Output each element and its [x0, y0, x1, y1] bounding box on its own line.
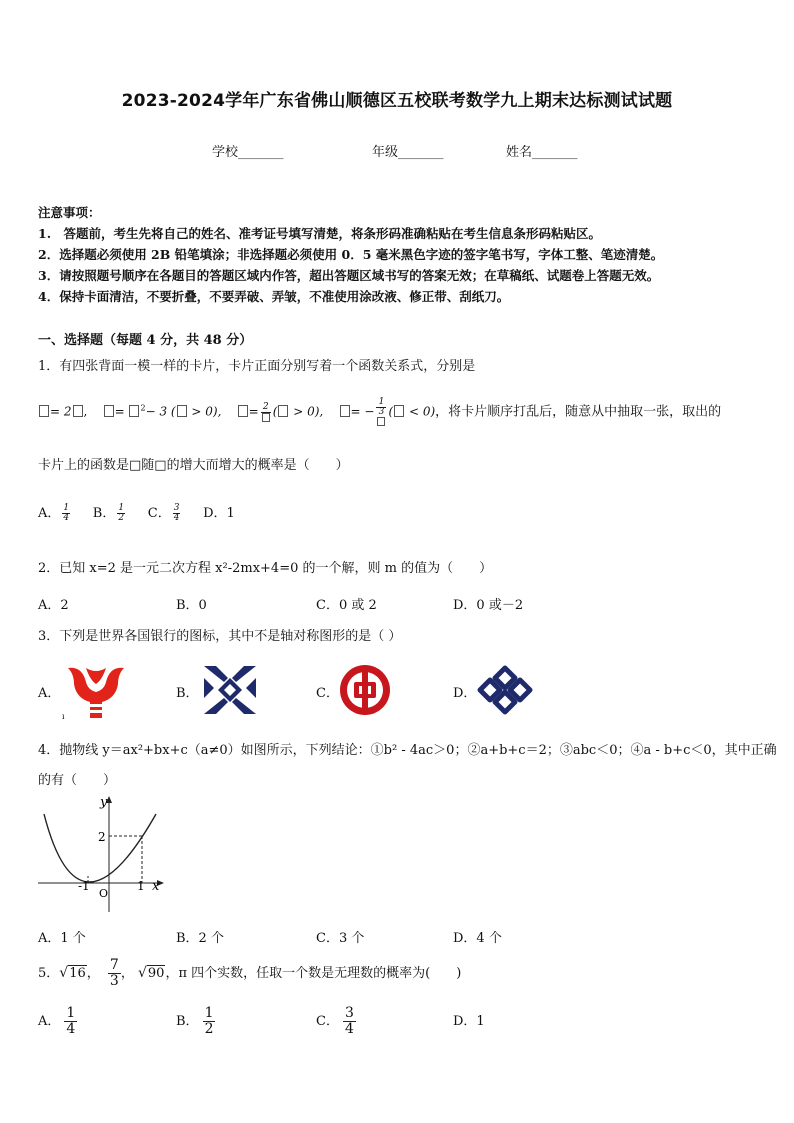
option-a[interactable]: A． $\frac{1}{4}$ [38, 503, 70, 523]
q1-functions: = 2 , = $^2$− 3 ( > 0), = 2 ( > 0), = − $\frac{1}{3}$ ( < 0)，将卡片顺序打乱后，随意从中抽取一张，取出的 [38, 398, 721, 426]
placeholder-glyph [177, 405, 187, 417]
option-a[interactable]: A． [38, 686, 61, 701]
option-b[interactable]: B．0 [176, 598, 207, 613]
tick-label: -1 [78, 879, 90, 893]
option-c[interactable]: C．3 个 [316, 931, 365, 946]
q4-stem: 4．抛物线 y＝ax²+bx+c（a≠0）如图所示，下列结论：①b² - 4ac＞0；②a+b+c＝2；③abc＜0；④a - b+c＜0，其中正确 [38, 743, 777, 758]
parabola-graph [36, 792, 166, 916]
fraction: $\frac{7}{3}$ [109, 957, 119, 989]
q1-options [38, 502, 235, 523]
tick-label: 1 [137, 879, 145, 893]
stray-mark: ı [62, 712, 65, 721]
bank-logo-a [64, 664, 128, 720]
option-c[interactable]: C． $\frac{3}{4}$ [147, 503, 180, 523]
q4-stem-line2: 的有（ ） [38, 773, 117, 788]
q2-stem: 2．已知 x=2 是一元二次方程 x²-2mx+4=0 的一个解，则 m 的值为（ ） [38, 561, 493, 576]
y-axis-label: y [100, 795, 108, 810]
option-a[interactable]: A．1 个 [38, 931, 86, 946]
option-b[interactable]: B． $\frac{1}{2}$ [92, 503, 125, 523]
option-c[interactable]: C．0 或 2 [316, 598, 377, 613]
q1-stem-line2: 卡片上的函数是□随□的增大而增大的概率是（ ） [38, 458, 349, 473]
origin-label: O [99, 887, 109, 900]
fraction: 2 [261, 403, 271, 422]
option-d[interactable]: D． [453, 686, 477, 701]
section-heading: 一、选择题（每题 4 分，共 48 分） [38, 333, 253, 348]
notice-item: 4．保持卡面清洁，不要折叠，不要弄破、弄皱，不准使用涂改液、修正带、刮纸刀。 [38, 289, 510, 304]
placeholder-glyph [278, 405, 288, 417]
option-d[interactable]: D．0 或－2 [453, 598, 524, 613]
bank-logo-d [474, 664, 536, 716]
x-axis-label: x [152, 879, 160, 894]
q1-stem: 1．有四张背面一模一样的卡片，卡片正面分别写着一个函数关系式，分别是 [38, 359, 476, 374]
notice-item: 1. 答题前，考生先将自己的姓名、准考证号填写清楚，将条形码准确粘贴在考生信息条形码粘贴区。 [38, 226, 602, 241]
q5-stem: 5．√16， $\frac{7}{3}$ ， √90，π 四个实数，任取一个数是无理数的概率为( ) [38, 957, 462, 989]
placeholder-glyph [394, 405, 404, 417]
placeholder-glyph [238, 405, 248, 417]
placeholder-glyph [340, 405, 350, 417]
tick-label: 2 [98, 830, 106, 844]
name-field[interactable]: 姓名_______ [506, 145, 578, 160]
option-d[interactable]: D．1 [453, 1014, 485, 1029]
placeholder-glyph [129, 405, 139, 417]
option-d[interactable]: D．1 [203, 506, 235, 521]
placeholder-glyph [104, 405, 114, 417]
bank-logo-c [338, 663, 392, 717]
placeholder-glyph [73, 405, 83, 417]
q3-stem: 3．下列是世界各国银行的图标，其中不是轴对称图形的是（ ） [38, 629, 402, 644]
option-a[interactable]: A． $\frac{1}{4}$ [38, 1005, 76, 1037]
option-a[interactable]: A．2 [38, 598, 69, 613]
bank-logo-b [202, 664, 258, 716]
notice-item: 3．请按照题号顺序在各题目的答题区域内作答，超出答题区域书写的答案无效；在草稿纸、试题卷上答题无效。 [38, 268, 660, 283]
option-b[interactable]: B． [176, 686, 199, 701]
school-field[interactable]: 学校_______ [212, 145, 284, 160]
fraction: $\frac{1}{3}$ [376, 398, 386, 426]
option-c[interactable]: C． $\frac{3}{4}$ [316, 1005, 354, 1037]
grade-field[interactable]: 年级_______ [372, 145, 444, 160]
option-c[interactable]: C． [316, 686, 339, 701]
placeholder-glyph [39, 405, 49, 417]
parabola-curve [44, 814, 156, 882]
option-b[interactable]: B． $\frac{1}{2}$ [176, 1005, 214, 1037]
option-d[interactable]: D．4 个 [453, 931, 502, 946]
page-title: 2023-2024学年广东省佛山顺德区五校联考数学九上期末达标测试试题 [121, 91, 673, 111]
option-b[interactable]: B．2 个 [176, 931, 224, 946]
notice-item: 2．选择题必须使用 2B 铅笔填涂；非选择题必须使用 0．5 毫米黑色字迹的签字笔书写，字体工整、笔迹清楚。 [38, 247, 664, 262]
notice-heading: 注意事项： [38, 205, 101, 220]
